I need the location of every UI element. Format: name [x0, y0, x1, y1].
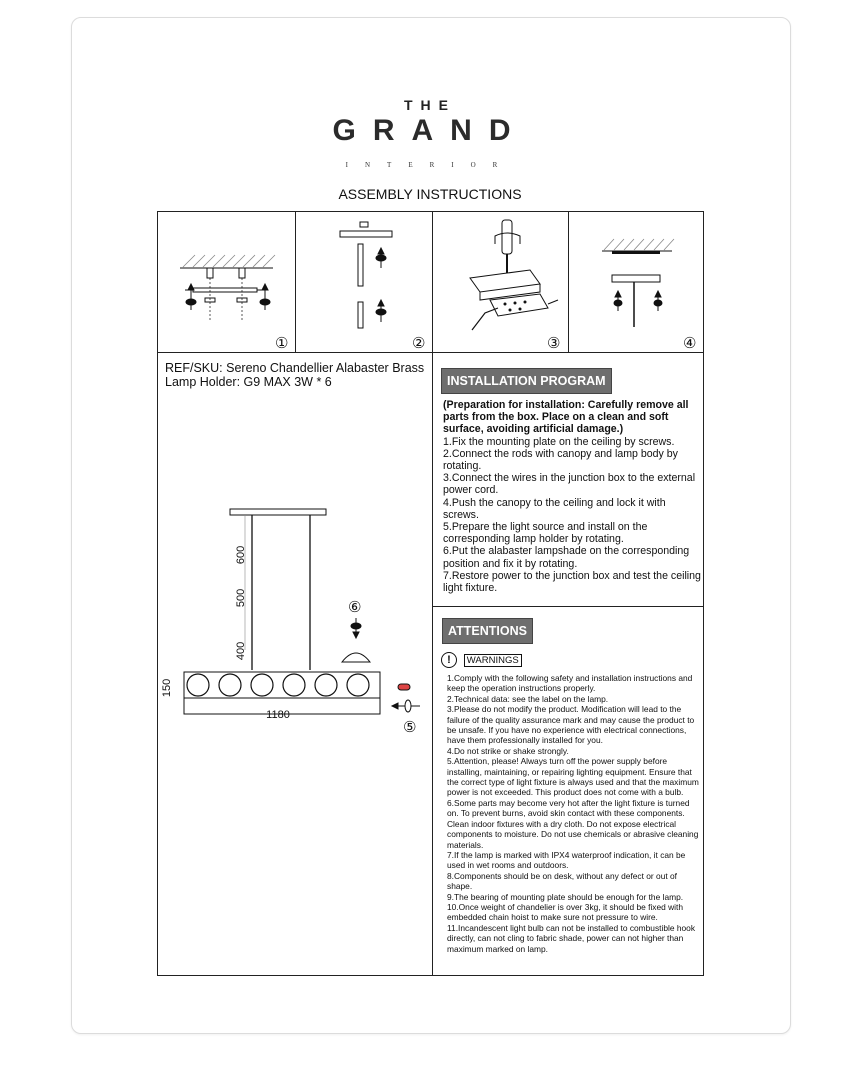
product-ref-sku: REF/SKU: Sereno Chandellier Alabaster Brass — [165, 361, 425, 375]
callout-shade: ⑥ — [348, 598, 362, 616]
installation-preparation: (Preparation for installation: Carefully remove all parts from the box. Place on a clean and soft surface, avoiding artificial damage.) — [443, 399, 689, 436]
installation-step: 2.Connect the rods with canopy and lamp body by rotating. — [443, 447, 678, 473]
document-title: ASSEMBLY INSTRUCTIONS — [338, 186, 522, 202]
dimension-600: 600 — [235, 545, 247, 565]
installation-text — [443, 399, 701, 594]
attention-item: 8.Components should be on desk, without any defect or out of shape. — [447, 870, 677, 892]
step-number-3: ③ — [547, 335, 561, 352]
attention-item: 7.If the lamp is marked with IPX4 waterproof indication, it can be used in wet rooms and outdoors. — [447, 849, 686, 871]
installation-step: 6.Put the alabaster lampshade on the corresponding position and fix it by rotating. — [443, 545, 690, 570]
installation-step: 7.Restore power to the junction box and test the ceiling light fixture. — [443, 569, 701, 595]
attention-item: 9.The bearing of mounting plate should be enough for the lamp. — [447, 891, 684, 902]
attentions-list — [447, 673, 702, 954]
step-3-illustration — [460, 218, 560, 338]
step-4-illustration — [598, 235, 678, 330]
attention-item: 2.Technical data: see the label on the lamp. — [447, 693, 609, 704]
attention-item: 3.Please do not modify the product. Modification will lead to the failure of the quality assurance mark and may cause the product to be unsafe. If you have no experience with electrical connections, have them professionally installed for you. — [447, 704, 695, 746]
col-divider — [568, 211, 569, 352]
step-number-4: ④ — [683, 335, 697, 352]
step-2-illustration — [335, 218, 395, 333]
col-divider — [295, 211, 296, 352]
warning-icon: ! — [441, 652, 457, 668]
attention-item: 4.Do not strike or shake strongly. — [447, 745, 569, 756]
step-number-2: ② — [412, 335, 426, 352]
attention-item: 10.Once weight of chandelier is over 3kg, it should be fixed with embedded chain hoist to make sure not pressure to wire. — [447, 901, 684, 923]
attentions-heading: ATTENTIONS — [442, 618, 533, 644]
attention-item: 5.Attention, please! Always turn off the power supply before installing, maintaining, or repairing lighting equipment. Ensure that the correct type of light fixture is always used and that the maximum power is not exceeded. This product does not come with a bulb. — [447, 756, 699, 798]
installation-step: 3.Connect the wires in the junction box to the external power cord. — [443, 472, 696, 497]
installation-step: 1.Fix the mounting plate on the ceiling by screws. — [443, 435, 675, 448]
installation-step: 5.Prepare the light source and install on the corresponding lamp holder by rotating. — [443, 521, 648, 546]
dimension-500: 500 — [235, 588, 247, 608]
dimension-400: 400 — [235, 641, 247, 661]
row-divider — [157, 352, 704, 353]
step-1-illustration — [175, 240, 285, 330]
row-divider — [432, 606, 704, 607]
dimension-1180: 1180 — [266, 709, 290, 721]
attention-item: 6.Some parts may become very hot after the light fixture is turned on. To prevent burns, avoid skin contact with these components. Clean indoor fixtures with a dry cloth. Do not expose electrical components to moisture. Do not use chemicals or abrasive cleaning materials. — [447, 797, 699, 850]
warnings-row — [441, 652, 522, 668]
step-number-1: ① — [275, 335, 289, 352]
installation-heading: INSTALLATION PROGRAM — [441, 368, 612, 394]
attention-item: 1.Comply with the following safety and installation instructions and keep the operation instructions properly. — [447, 673, 693, 694]
product-lamp-holder: Lamp Holder: G9 MAX 3W * 6 — [165, 375, 332, 389]
installation-step: 4.Push the canopy to the ceiling and lock it with screws. — [443, 496, 666, 521]
warnings-label: WARNINGS — [464, 654, 522, 667]
product-drawing — [160, 500, 430, 740]
brand-line-1: THE — [404, 97, 456, 113]
col-divider — [432, 211, 433, 976]
brand-line-2: GRAND — [332, 114, 528, 147]
dimension-150: 150 — [161, 678, 173, 698]
attention-item: 11.Incandescent light bulb can not be installed to combustible hook directly, can not cling to fabric shade, power can not higher than maximum marked on lamp. — [447, 922, 696, 954]
brand-line-3: INTERIOR — [345, 161, 515, 169]
callout-bulb: ⑤ — [403, 718, 417, 736]
